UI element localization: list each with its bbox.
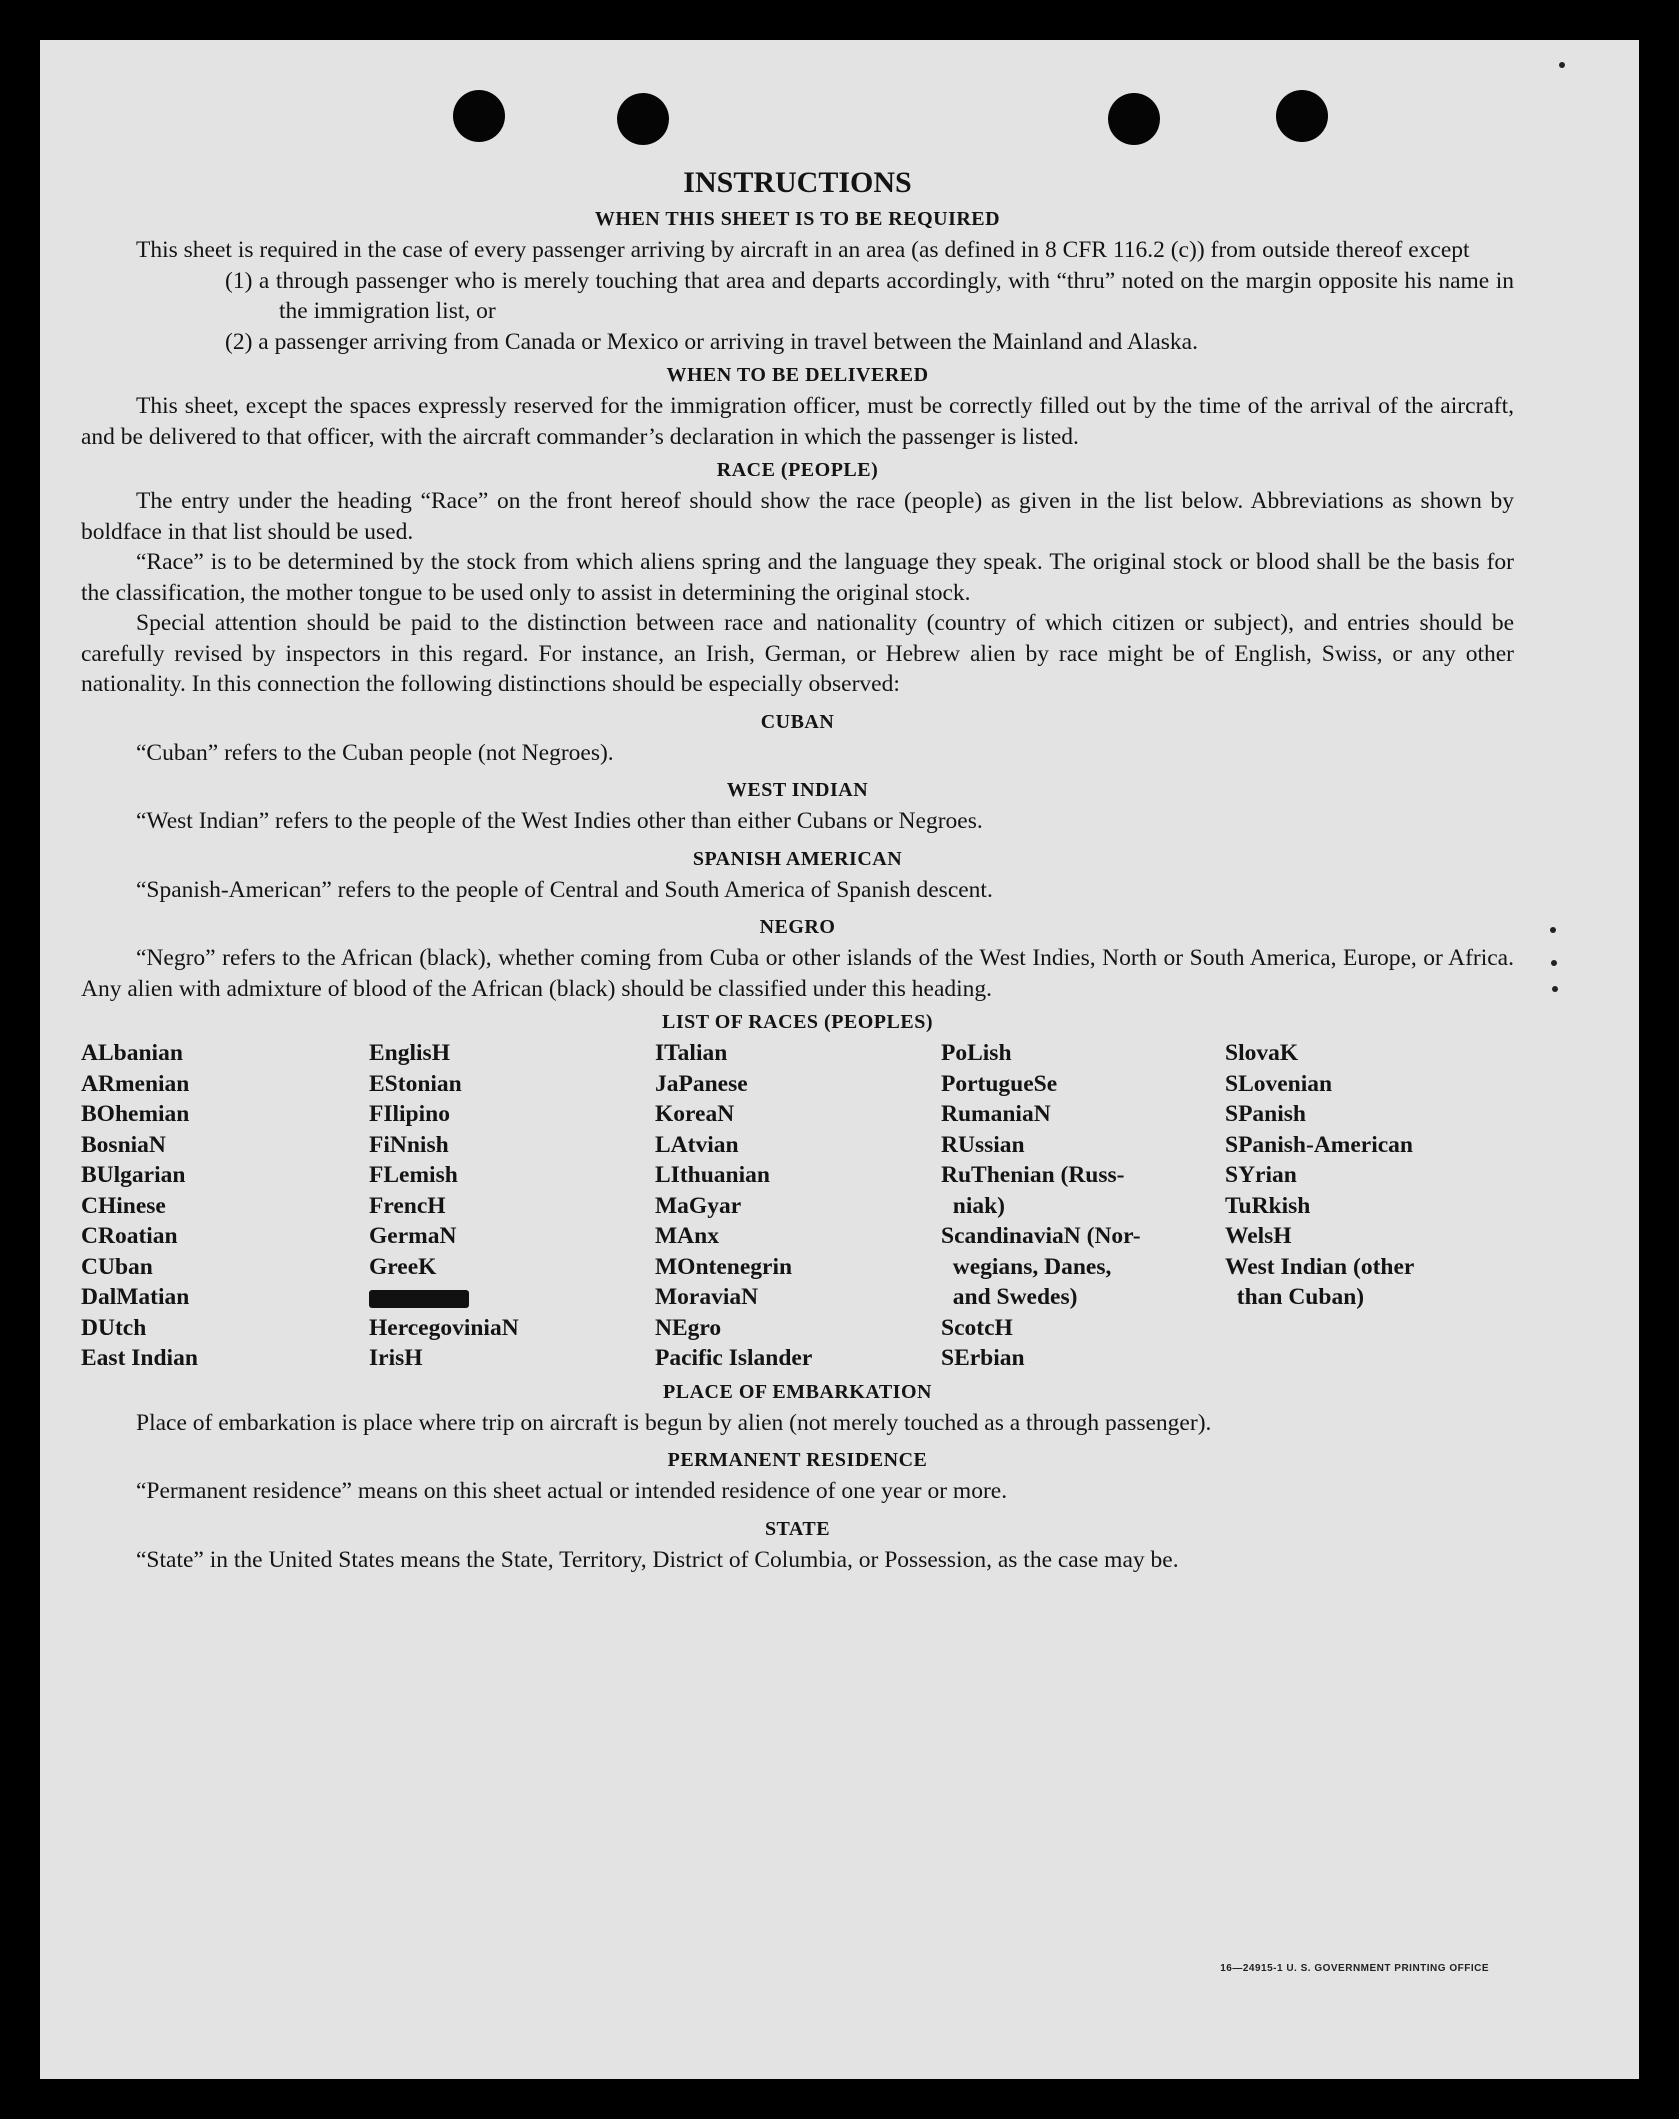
race-entry: West Indian (other xyxy=(1225,1253,1415,1280)
cuban-text: “Cuban” refers to the Cuban people (not Negroes). xyxy=(136,739,614,766)
embarkation-text: Place of embarkation is place where trip on aircraft is begun by alien (not merely touched as a through passenger). xyxy=(136,1409,1212,1436)
race-entry: LAtvian xyxy=(655,1131,739,1158)
race-paragraph: Special attention should be paid to the distinction between race and nationality (country of which citizen or subject), and entries should be carefully revised by inspectors in this regard. For instance, an Irish, German, or Hebrew alien by race might be of English, Swiss, or any other nationality. In this connection the following distinctions should be especially observed: xyxy=(81,610,1514,697)
race-entry: TuRkish xyxy=(1225,1192,1311,1219)
race-entry: IrisH xyxy=(369,1345,423,1371)
state-text: “State” in the United States means the State, Territory, District of Columbia, or Possession, as the case may be. xyxy=(136,1546,1179,1573)
race-entry: RUssian xyxy=(941,1131,1025,1158)
dust-speck xyxy=(1550,927,1556,933)
race-entry: EStonian xyxy=(369,1070,462,1097)
section-heading-delivered: WHEN TO BE DELIVERED xyxy=(666,364,929,386)
section-heading-residence: PERMANENT RESIDENCE xyxy=(667,1449,928,1471)
race-column xyxy=(369,1038,655,1374)
delivered-text: This sheet, except the spaces expressly reserved for the immigration officer, must be correctly filled out by the time of the arrival of the aircraft, and be delivered to that officer, with the aircraft commander’s declaration in which the passenger is listed. xyxy=(81,393,1514,450)
race-entry: wegians, Danes, xyxy=(941,1253,1112,1280)
race-entry: FiNnish xyxy=(369,1131,449,1158)
race-entry: NEgro xyxy=(655,1314,722,1341)
section-heading-state: STATE xyxy=(764,1517,831,1540)
section-heading-race: RACE (PEOPLE) xyxy=(716,459,879,481)
race-entry: MOntenegrin xyxy=(655,1253,793,1280)
race-column xyxy=(941,1038,1225,1374)
dust-speck xyxy=(1551,960,1557,966)
race-entry: Pacific Islander xyxy=(655,1345,813,1371)
page-title: INSTRUCTIONS xyxy=(683,166,912,199)
race-entry: DalMatian xyxy=(81,1284,190,1310)
race-entry: JaPanese xyxy=(655,1070,748,1097)
printer-imprint: 16—24915-1 U. S. GOVERNMENT PRINTING OFFICE xyxy=(1220,1963,1489,1974)
exception-item: (1) a through passenger who is merely touching that area and departs accordingly, with “thru” noted on the margin opposite his name in the immigration list, or xyxy=(225,267,1514,324)
race-entry: CRoatian xyxy=(81,1223,178,1249)
spanish-american-text: “Spanish-American” refers to the people of Central and South America of Spanish descent. xyxy=(136,876,993,903)
section-heading-negro: NEGRO xyxy=(759,916,836,938)
section-heading-cuban: CUBAN xyxy=(760,710,835,733)
race-list xyxy=(81,1038,1514,1374)
race-column xyxy=(1225,1038,1514,1374)
race-paragraph: The entry under the heading “Race” on the front hereof should show the race (people) as given in the list below. Abbreviations as shown by boldface in that list should be used. xyxy=(81,488,1514,545)
section-heading-embarkation: PLACE OF EMBARKATION xyxy=(663,1380,932,1403)
race-entry: SPanish-American xyxy=(1225,1131,1413,1158)
race-entry: PoLish xyxy=(941,1040,1012,1066)
race-entry: FLemish xyxy=(369,1162,458,1188)
race-entry: RuThenian (Russ- xyxy=(941,1162,1125,1188)
race-column xyxy=(655,1038,941,1374)
race-entry: GermaN xyxy=(369,1223,457,1249)
race-entry: SErbian xyxy=(941,1345,1025,1371)
exception-item: (2) a passenger arriving from Canada or Mexico or arriving in travel between the Mainland and Alaska. xyxy=(225,328,1198,355)
punch-hole xyxy=(1108,93,1160,145)
race-entry: ITalian xyxy=(655,1040,728,1066)
punch-hole xyxy=(453,90,505,142)
race-entry: WelsH xyxy=(1225,1223,1292,1249)
race-entry: BosniaN xyxy=(81,1131,166,1158)
race-entry: SlovaK xyxy=(1225,1040,1299,1066)
race-entry: HercegoviniaN xyxy=(369,1314,519,1341)
race-entry: GreeK xyxy=(369,1253,437,1280)
race-entry: MaGyar xyxy=(655,1192,742,1219)
race-column xyxy=(81,1038,369,1374)
race-entry: than Cuban) xyxy=(1225,1284,1365,1310)
redaction-mark xyxy=(369,1290,469,1308)
race-entry: EnglisH xyxy=(369,1040,450,1066)
race-paragraph: “Race” is to be determined by the stock from which aliens spring and the language they speak. The original stock or blood shall be the basis for the classification, the mother tongue to be used only to assist in determining the original stock. xyxy=(81,549,1514,606)
section-heading-required: WHEN THIS SHEET IS TO BE REQUIRED xyxy=(594,208,1001,230)
race-entry: FIlipino xyxy=(369,1101,450,1127)
race-entry: MoraviaN xyxy=(655,1284,759,1310)
required-intro: This sheet is required in the case of every passenger arriving by aircraft in an area (as defined in 8 CFR 116.2 (c)) from outside thereof except xyxy=(136,237,1470,263)
punch-hole xyxy=(617,93,669,145)
race-entry: ScandinaviaN (Nor- xyxy=(941,1223,1141,1249)
race-entry: DUtch xyxy=(81,1314,147,1341)
negro-text: “Negro” refers to the African (black), whether coming from Cuba or other islands of the West Indies, North or South America, Europe, or Africa. Any alien with admixture of blood of the African (black) should be classified under this heading. xyxy=(81,945,1514,1002)
race-entry: and Swedes) xyxy=(941,1284,1078,1310)
race-entry: CHinese xyxy=(81,1192,166,1219)
race-entry: East Indian xyxy=(81,1345,198,1371)
race-entry: ARmenian xyxy=(81,1070,190,1097)
section-heading-west-indian: WEST INDIAN xyxy=(726,779,869,801)
dust-speck xyxy=(1559,62,1565,68)
race-entry: niak) xyxy=(941,1192,1005,1219)
race-entry: ALbanian xyxy=(81,1040,183,1066)
west-indian-text: “West Indian” refers to the people of the West Indies other than either Cubans or Negroes. xyxy=(136,808,983,834)
dust-speck xyxy=(1552,986,1558,992)
race-entry: RumaniaN xyxy=(941,1101,1051,1127)
race-entry: BOhemian xyxy=(81,1101,190,1127)
race-entry: KoreaN xyxy=(655,1101,735,1127)
form-sheet xyxy=(40,40,1639,2079)
race-entry: FrencH xyxy=(369,1192,446,1219)
redacted-entry xyxy=(369,1282,655,1313)
race-entry: PortugueSe xyxy=(941,1070,1058,1097)
residence-text: “Permanent residence” means on this sheet actual or intended residence of one year or more. xyxy=(136,1478,1008,1504)
race-entry: LIthuanian xyxy=(655,1162,770,1188)
section-heading-spanish-american: SPANISH AMERICAN xyxy=(692,847,903,870)
race-entry: MAnx xyxy=(655,1223,719,1249)
race-entry: CUban xyxy=(81,1253,153,1280)
race-entry: SPanish xyxy=(1225,1101,1306,1127)
race-entry: SLovenian xyxy=(1225,1070,1333,1097)
race-entry: ScotcH xyxy=(941,1314,1013,1341)
race-entry: BUlgarian xyxy=(81,1162,186,1188)
instructions-body xyxy=(81,165,1514,1575)
race-entry: SYrian xyxy=(1225,1162,1297,1188)
punch-hole xyxy=(1276,90,1328,142)
section-heading-race-list: LIST OF RACES (PEOPLES) xyxy=(661,1011,933,1033)
